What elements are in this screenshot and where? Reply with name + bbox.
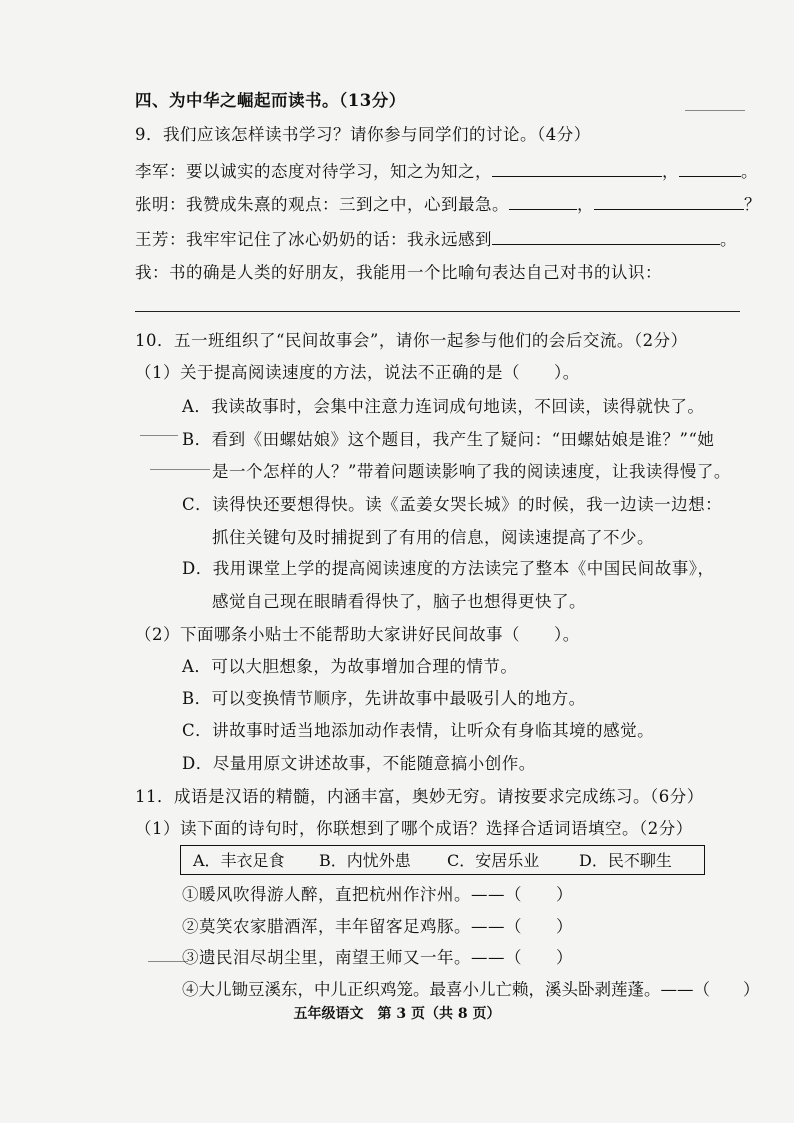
q9-wangfang-end: 。	[720, 230, 737, 249]
q9-zhangming-end: ？	[744, 195, 761, 214]
q9-zhangming	[135, 193, 761, 216]
q9-lijun-sep: ，	[662, 162, 679, 181]
section-heading: 四、为中华之崛起而读书。（13分）	[135, 91, 406, 110]
q9-lijun-end: 。	[741, 162, 758, 181]
q11-item-2: ②莫笑农家腊酒浑，丰年留客足鸡豚。——（ ）	[182, 917, 573, 936]
q10-p1-option-c: C．读得快还要想得快。读《孟姜女哭长城》的时候，我一边读一边想：	[182, 495, 723, 514]
idiom-option-d: D．民不聊生	[579, 851, 672, 870]
q9-lijun-text: 李军：要以诚实的态度对待学习，知之为知之，	[135, 162, 492, 181]
q10-p1-option-d: D．我用课堂上学的提高阅读速度的方法读完了整本《中国民间故事》，	[182, 559, 715, 578]
answer-blank[interactable]	[594, 193, 744, 210]
answer-blank[interactable]	[509, 193, 577, 210]
q10-p2-option-b: B．可以变换情节顺序，先讲故事中最吸引人的地方。	[182, 689, 586, 708]
q9-wangfang-text: 王芳：我牢牢记住了冰心奶奶的话：我永远感到	[135, 230, 492, 249]
answer-blank[interactable]	[679, 160, 741, 177]
stray-line	[685, 110, 745, 111]
q11-item-3: ③遗民泪尽胡尘里，南望王师又一年。——（ ）	[182, 948, 573, 967]
answer-blank[interactable]	[492, 228, 720, 245]
q11-stem: 11．成语是汉语的精髓，内涵丰富，奥妙无穷。请按要求完成练习。（6分）	[135, 787, 704, 806]
q10-p2-option-c: C．讲故事时适当地添加动作表情，让听众有身临其境的感觉。	[182, 721, 655, 740]
q10-p1-option-d-cont: 感觉自己现在眼睛看得快了，脑子也想得更快了。	[212, 592, 586, 611]
q9-zhangming-sep: ，	[577, 195, 594, 214]
q10-p2-option-d: D．尽量用原文讲述故事，不能随意搞小创作。	[182, 754, 536, 773]
q11-item-4: ④大儿锄豆溪东，中儿正织鸡笼。最喜小儿亡赖，溪头卧剥莲蓬。——（ ）	[182, 980, 760, 999]
page-footer: 五年级语文 第 3 页（共 8 页）	[293, 1006, 501, 1022]
q9-lijun	[135, 160, 758, 183]
q10-part1: （1）关于提高阅读速度的方法，说法不正确的是（ ）。	[135, 363, 580, 382]
q9-stem: 9．我们应该怎样读书学习？请你参与同学们的讨论。（4分）	[135, 125, 591, 144]
q11-item-1: ①暖风吹得游人醉，直把杭州作汴州。——（ ）	[182, 885, 573, 904]
idiom-option-c: C．安居乐业	[447, 851, 540, 870]
idiom-options-box	[180, 845, 705, 875]
q10-part2: （2）下面哪条小贴士不能帮助大家讲好民间故事（ ）。	[135, 625, 580, 644]
q10-p1-option-b: B．看到《田螺姑娘》这个题目，我产生了疑问：“田螺姑娘是谁？”“她	[182, 430, 715, 449]
answer-blank[interactable]	[492, 160, 662, 177]
idiom-option-a: A．丰衣足食	[193, 851, 285, 870]
q10-stem: 10．五一班组织了“民间故事会”，请你一起参与他们的会后交流。（2分）	[135, 331, 688, 350]
q10-p1-option-b-cont: 是一个怎样的人？”带着问题读影响了我的阅读速度，让我读得慢了。	[212, 462, 731, 481]
q10-p2-option-a: A．可以大胆想象，为故事增加合理的情节。	[182, 657, 518, 676]
q10-p1-option-a: A．我读故事时，会集中注意力连词成句地读，不回读，读得就快了。	[182, 397, 705, 416]
stray-line	[140, 435, 178, 436]
stray-line	[150, 469, 210, 470]
q9-zhangming-text: 张明：我赞成朱熹的观点：三到之中，心到最急。	[135, 195, 509, 214]
q9-wangfang	[135, 228, 737, 251]
q9-me: 我：书的确是人类的好朋友，我能用一个比喻句表达自己对书的认识：	[135, 263, 662, 282]
q10-p1-option-c-cont: 抓住关键句及时捕捉到了有用的信息，阅读速提高了不少。	[212, 528, 654, 547]
q11-part1: （1）读下面的诗句时，你联想到了哪个成语？选择合适词语填空。（2分）	[135, 819, 693, 838]
idiom-option-b: B．内忧外患	[319, 851, 411, 870]
answer-line[interactable]	[135, 311, 740, 312]
